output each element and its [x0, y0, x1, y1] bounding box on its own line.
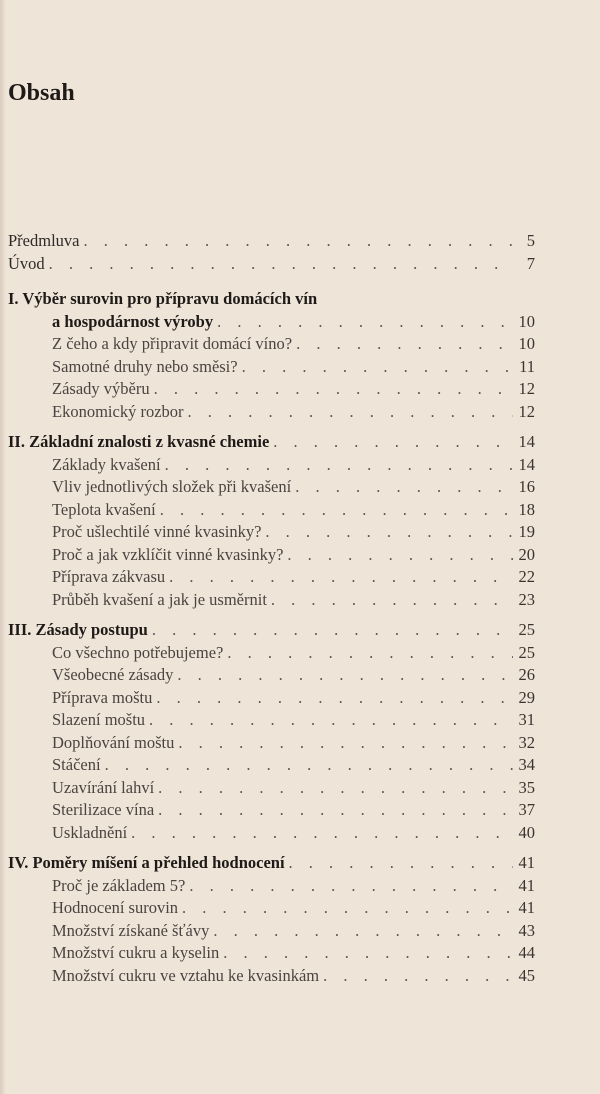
- toc-page-number: 22: [518, 567, 535, 586]
- toc-entry-title: Uskladnění: [52, 822, 128, 842]
- toc-entry[interactable]: [8, 253, 535, 276]
- toc-page-number: 34: [518, 755, 535, 774]
- toc-page-number: 31: [518, 710, 535, 729]
- toc-subentry[interactable]: [8, 499, 535, 522]
- toc-page-number: 19: [518, 522, 535, 541]
- dot-leader: [271, 589, 513, 612]
- group-spacer: [8, 844, 535, 852]
- toc-page-number: 29: [518, 687, 535, 707]
- toc-entry-title: Množství cukru a kyselin: [52, 943, 220, 962]
- toc-page-number: 23: [518, 589, 535, 609]
- toc-subentry[interactable]: [8, 687, 535, 710]
- dot-leader: [165, 454, 513, 477]
- dot-leader: [289, 852, 513, 875]
- toc-page-number: 43: [518, 920, 535, 940]
- toc-page-number: 12: [518, 379, 535, 398]
- dot-leader: [213, 920, 513, 943]
- toc-chapter[interactable]: [8, 311, 535, 334]
- toc-subentry[interactable]: [8, 476, 535, 499]
- table-of-contents: [8, 230, 535, 987]
- toc-entry-title: Základy kvašení: [52, 454, 161, 474]
- toc-chapter[interactable]: [8, 619, 535, 642]
- toc-entry-title: Množství získané šťávy: [52, 920, 210, 940]
- dot-leader: [105, 754, 513, 777]
- toc-page-number: 40: [518, 822, 535, 842]
- toc-entry-title: IV. Poměry míšení a přehled hodnocení: [8, 853, 285, 872]
- dot-leader: [182, 897, 513, 920]
- toc-subentry[interactable]: [8, 709, 535, 732]
- dot-leader: [227, 642, 513, 665]
- toc-entry-title: Vliv jednotlivých složek při kvašení: [52, 477, 292, 496]
- toc-page-number: 10: [518, 334, 535, 353]
- toc-entry-title: Co všechno potřebujeme?: [52, 642, 224, 662]
- dot-leader: [177, 664, 513, 687]
- toc-page-number: 41: [518, 853, 535, 872]
- dot-leader: [152, 619, 513, 642]
- toc-page-number: 25: [518, 620, 535, 639]
- toc-subentry[interactable]: [8, 799, 535, 822]
- dot-leader: [223, 942, 513, 965]
- toc-entry[interactable]: [8, 230, 535, 253]
- group-spacer: [8, 275, 535, 288]
- toc-subentry[interactable]: [8, 378, 535, 401]
- dot-leader: [160, 499, 513, 522]
- dot-leader: [189, 875, 513, 898]
- dot-leader: [273, 431, 513, 454]
- dot-leader: [323, 965, 513, 988]
- dot-leader: [84, 230, 514, 253]
- dot-leader: [154, 378, 513, 401]
- toc-page-number: 37: [518, 800, 535, 819]
- dot-leader: [178, 732, 513, 755]
- dot-leader: [265, 521, 513, 544]
- dot-leader: [169, 566, 513, 589]
- toc-page-number: 41: [518, 875, 535, 895]
- dot-leader: [149, 709, 513, 732]
- toc-entry-title: Příprava zákvasu: [52, 567, 166, 586]
- toc-subentry[interactable]: [8, 754, 535, 777]
- dot-leader: [296, 333, 513, 356]
- toc-chapter[interactable]: [8, 288, 535, 311]
- toc-page-number: 25: [518, 642, 535, 662]
- toc-subentry[interactable]: [8, 401, 535, 424]
- toc-page-number: 14: [518, 454, 535, 474]
- toc-entry-title: Množství cukru ve vztahu ke kvasinkám: [52, 965, 320, 985]
- page-title: Obsah: [8, 80, 75, 106]
- toc-entry-title: Úvod: [8, 253, 45, 273]
- toc-entry-title: Teplota kvašení: [52, 499, 156, 519]
- toc-entry-title: Příprava moštu: [52, 687, 153, 707]
- toc-entry-title: Sterilizace vína: [52, 800, 155, 819]
- toc-entry-title: Proč ušlechtilé vinné kvasinky?: [52, 522, 262, 541]
- toc-page-number: 10: [518, 311, 535, 331]
- toc-chapter[interactable]: [8, 852, 535, 875]
- toc-page-number: 5: [526, 231, 535, 250]
- toc-entry-title: Hodnocení surovin: [52, 898, 179, 917]
- toc-entry-title: III. Zásady postupu: [8, 620, 148, 639]
- toc-page-number: 18: [518, 499, 535, 519]
- toc-page-number: 32: [518, 732, 535, 752]
- dot-leader: [49, 253, 513, 276]
- dot-leader: [217, 311, 513, 334]
- group-spacer: [8, 423, 535, 431]
- toc-page-number: 45: [518, 965, 535, 985]
- toc-entry-title: Proč je základem 5?: [52, 875, 186, 895]
- group-spacer: [8, 611, 535, 619]
- dot-leader: [188, 401, 513, 424]
- toc-entry-title: Doplňování moštu: [52, 732, 175, 752]
- toc-subentry[interactable]: [8, 897, 535, 920]
- page-edge-shadow: [0, 0, 6, 1094]
- dot-leader: [158, 799, 513, 822]
- dot-leader: [287, 544, 513, 567]
- toc-page-number: 14: [518, 432, 535, 451]
- dot-leader: [242, 356, 513, 379]
- toc-subentry[interactable]: [8, 942, 535, 965]
- toc-subentry[interactable]: [8, 965, 535, 988]
- toc-entry-title: Z čeho a kdy připravit domácí víno?: [52, 334, 293, 353]
- toc-page-number: 7: [526, 253, 535, 273]
- toc-entry-title: Předmluva: [8, 231, 80, 250]
- toc-entry-title: Všeobecné zásady: [52, 665, 174, 684]
- toc-page-number: 20: [518, 544, 535, 564]
- toc-entry-title: II. Základní znalosti z kvasné chemie: [8, 432, 270, 451]
- toc-page-number: 11: [519, 356, 535, 376]
- toc-page-number: 12: [518, 401, 535, 421]
- toc-chapter[interactable]: [8, 431, 535, 454]
- toc-entry-title: Samotné druhy nebo směsi?: [52, 356, 238, 376]
- toc-subentry[interactable]: [8, 777, 535, 800]
- toc-subentry[interactable]: [8, 333, 535, 356]
- toc-subentry[interactable]: [8, 566, 535, 589]
- toc-subentry[interactable]: [8, 822, 535, 845]
- dot-leader: [156, 687, 513, 710]
- toc-subentry[interactable]: [8, 642, 535, 665]
- toc-subentry[interactable]: [8, 920, 535, 943]
- toc-subentry[interactable]: [8, 875, 535, 898]
- toc-subentry[interactable]: [8, 544, 535, 567]
- toc-entry-title: Zásady výběru: [52, 379, 150, 398]
- toc-entry-title: I. Výběr surovin pro přípravu domácích vín: [8, 289, 318, 308]
- toc-page-number: 44: [518, 943, 535, 962]
- toc-entry-title: Stáčení: [52, 755, 101, 774]
- toc-entry-title: Proč a jak vzklíčit vinné kvasinky?: [52, 544, 284, 564]
- toc-entry-title: Průběh kvašení a jak je usměrnit: [52, 589, 267, 609]
- toc-page-number: 16: [518, 477, 535, 496]
- toc-entry-title: a hospodárnost výroby: [52, 311, 214, 331]
- toc-entry-title: Uzavírání lahví: [52, 777, 155, 797]
- toc-subentry[interactable]: [8, 356, 535, 379]
- toc-subentry[interactable]: [8, 521, 535, 544]
- toc-page-number: 26: [518, 665, 535, 684]
- dot-leader: [158, 777, 513, 800]
- toc-subentry[interactable]: [8, 732, 535, 755]
- toc-page-number: 41: [518, 898, 535, 917]
- toc-entry-title: Ekonomický rozbor: [52, 401, 184, 421]
- dot-leader: [131, 822, 513, 845]
- toc-subentry[interactable]: [8, 589, 535, 612]
- toc-subentry[interactable]: [8, 664, 535, 687]
- toc-subentry[interactable]: [8, 454, 535, 477]
- toc-entry-title: Slazení moštu: [52, 710, 146, 729]
- toc-page-number: 35: [518, 777, 535, 797]
- dot-leader: [295, 476, 513, 499]
